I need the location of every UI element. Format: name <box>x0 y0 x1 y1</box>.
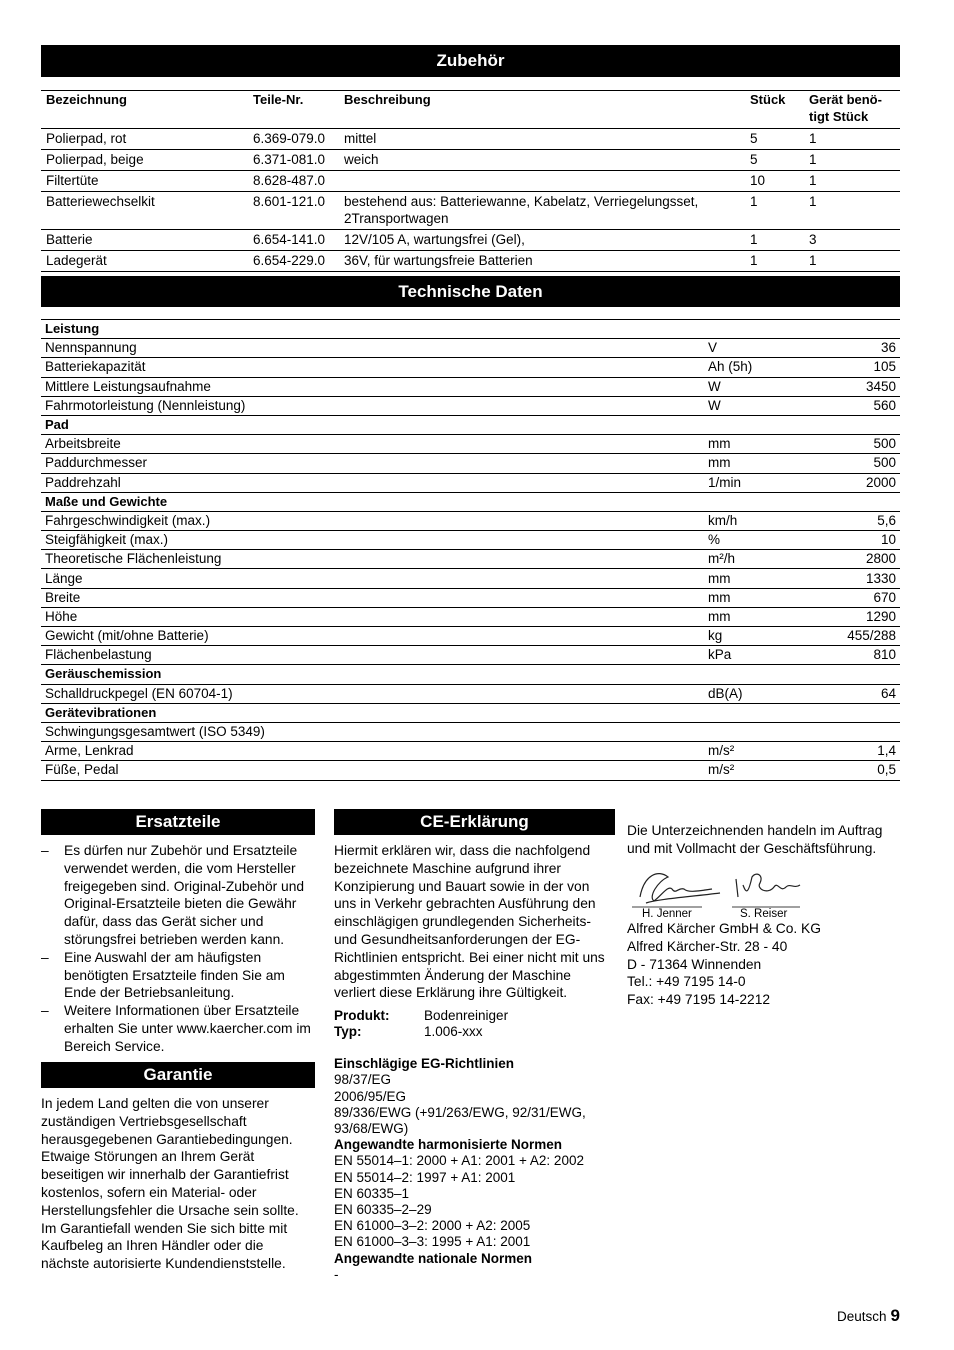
produkt-value: Bodenreiniger <box>424 1008 509 1024</box>
handwritten-signatures <box>628 867 808 919</box>
tech-unit: km/h <box>704 511 804 530</box>
table-cell: weich <box>339 150 745 171</box>
tech-unit <box>704 722 804 741</box>
tech-label: Fahrmotorleistung (Nennleistung) <box>41 396 704 415</box>
tech-value: 1290 <box>804 607 900 626</box>
accessories-table <box>41 90 900 272</box>
table-cell: 1 <box>804 251 900 272</box>
signature-intro: Die Unterzeichnenden handeln im Auftrag und mit Vollmacht der Geschäftsführung. <box>627 823 883 856</box>
ce-intro: Hiermit erklären wir, dass die nachfolgend bezeichnete Maschine aufgrund ihrer Konzipierung und Bauart sowie in der von uns in Verkehr gebrachten Ausführung den einschlägigen grundlegenden Sicherheits- und Gesundheitsanforderungen der EG-Richtlinien entspricht. Bei einer nicht mit uns abgestimmten Änderung der Maschine verliert diese Erklärung ihre Gültigkeit. <box>334 843 605 1001</box>
table-cell: 8.628-487.0 <box>248 171 339 192</box>
tech-row <box>41 511 900 530</box>
tech-section-row <box>41 415 900 434</box>
tech-section-row <box>41 703 900 722</box>
table-cell: Batterie <box>41 230 248 251</box>
tech-row <box>41 339 900 358</box>
harm-item: EN 60335–2–29 <box>334 1202 432 1217</box>
section-title-garantie: Garantie <box>41 1062 315 1088</box>
table-cell: 1 <box>804 150 900 171</box>
tech-section-heading: Maße und Gewichte <box>41 492 900 511</box>
section-title-ce: CE-Erklärung <box>334 809 615 835</box>
tech-label: Nennspannung <box>41 339 704 358</box>
table-row <box>41 230 900 251</box>
table-cell: 6.654-141.0 <box>248 230 339 251</box>
tech-unit: m/s² <box>704 761 804 780</box>
tech-label: Schalldruckpegel (EN 60704-1) <box>41 684 704 703</box>
tech-label: Theoretische Flächenleistung <box>41 550 704 569</box>
tech-section-row <box>41 320 900 339</box>
table-cell: Polierpad, rot <box>41 129 248 150</box>
tech-row <box>41 742 900 761</box>
tech-label: Steigfähigkeit (max.) <box>41 531 704 550</box>
accessories-header-row <box>41 91 900 129</box>
table-cell: 1 <box>804 171 900 192</box>
tech-row <box>41 550 900 569</box>
eg-item: 2006/95/EG <box>334 1088 407 1104</box>
list-item: – Eine Auswahl der am häufigsten benötigten Ersatzteile finden Sie am Ende der Betriebsanleitung. <box>41 949 315 1002</box>
harm-item: EN 55014–1: 2000 + A1: 2001 + A2: 2002 <box>334 1153 584 1169</box>
table-cell: Batteriewechselkit <box>41 192 248 230</box>
tech-unit: mm <box>704 569 804 588</box>
tech-label: Schwingungsgesamtwert (ISO 5349) <box>41 722 704 741</box>
tech-row <box>41 435 900 454</box>
tech-row <box>41 627 900 646</box>
list-item: – Weitere Informationen über Ersatzteile erhalten Sie unter www.kaercher.com im Bereich Service. <box>41 1002 315 1055</box>
address-line: D - 71364 Winnenden <box>627 956 762 972</box>
ce-block <box>334 842 615 1283</box>
table-cell: 8.601-121.0 <box>248 192 339 230</box>
company-address <box>627 920 901 1009</box>
tech-unit: mm <box>704 435 804 454</box>
tech-unit: Ah (5h) <box>704 358 804 377</box>
tech-label: Paddrehzahl <box>41 473 704 492</box>
tech-unit: 1/min <box>704 473 804 492</box>
tech-unit: mm <box>704 607 804 626</box>
eg-item: 98/37/EG <box>334 1072 392 1088</box>
produkt-label: Produkt: <box>334 1008 390 1024</box>
footer-language: Deutsch <box>837 1309 887 1324</box>
table-cell: 1 <box>745 251 804 272</box>
tech-value: 64 <box>804 684 900 703</box>
tech-data-table <box>41 319 900 781</box>
tech-value: 0,5 <box>804 761 900 780</box>
address-line: Alfred Kärcher-Str. 28 - 40 <box>627 938 788 954</box>
table-cell: 5 <box>745 129 804 150</box>
signatory-1: H. Jenner <box>642 908 692 919</box>
tech-unit: W <box>704 396 804 415</box>
table-row <box>41 129 900 150</box>
tech-value: 105 <box>804 358 900 377</box>
col-header-beschreibung: Beschreibung <box>339 91 745 129</box>
tech-value: 500 <box>804 435 900 454</box>
tech-unit: kg <box>704 627 804 646</box>
table-row <box>41 150 900 171</box>
table-cell: 6.371-081.0 <box>248 150 339 171</box>
tech-unit: % <box>704 531 804 550</box>
tech-value: 5,6 <box>804 511 900 530</box>
tech-unit: m/s² <box>704 742 804 761</box>
table-cell: bestehend aus: Batteriewanne, Kabelatz, Verriegelungsset, 2Transportwagen <box>339 192 745 230</box>
tech-value: 810 <box>804 646 900 665</box>
tech-unit: V <box>704 339 804 358</box>
tech-section-heading: Geräuschemission <box>41 665 900 684</box>
tech-unit: kPa <box>704 646 804 665</box>
table-cell: 12V/105 A, wartungsfrei (Gel), <box>339 230 745 251</box>
tech-value: 560 <box>804 396 900 415</box>
tech-section-row <box>41 665 900 684</box>
table-cell: 6.654-229.0 <box>248 251 339 272</box>
col-header-stueck: Stück <box>745 91 804 129</box>
tech-label: Paddurchmesser <box>41 454 704 473</box>
tech-value: 1,4 <box>804 742 900 761</box>
section-title-ersatzteile: Ersatzteile <box>41 809 315 835</box>
table-cell: 3 <box>804 230 900 251</box>
table-row <box>41 192 900 230</box>
tech-unit: mm <box>704 454 804 473</box>
tech-value: 3450 <box>804 377 900 396</box>
tech-value: 455/288 <box>804 627 900 646</box>
tech-row <box>41 396 900 415</box>
tech-row <box>41 569 900 588</box>
section-title-zubehoer: Zubehör <box>41 45 900 77</box>
tech-section-row <box>41 492 900 511</box>
tech-row <box>41 377 900 396</box>
tech-unit: mm <box>704 588 804 607</box>
table-cell: 1 <box>804 129 900 150</box>
address-line: Fax: +49 7195 14-2212 <box>627 992 771 1008</box>
table-cell: 36V, für wartungsfreie Batterien <box>339 251 745 272</box>
typ-value: 1.006-xxx <box>424 1024 483 1040</box>
table-row <box>41 171 900 192</box>
table-cell: Polierpad, beige <box>41 150 248 171</box>
nat-heading: Angewandte nationale Normen <box>334 1250 533 1266</box>
table-cell: Filtertüte <box>41 171 248 192</box>
tech-row <box>41 761 900 780</box>
harm-item: EN 61000–3–3: 1995 + A1: 2001 <box>334 1234 531 1250</box>
list-item: – Es dürfen nur Zubehör und Ersatzteile verwendet werden, die vom Hersteller freigegeben sind. Original-Zubehör und Original-Ersatzteile bieten die Gewähr dafür, dass das Gerät sicher und störungsfrei betrieben werden kann. <box>41 842 315 949</box>
table-cell <box>339 171 745 192</box>
table-cell: 1 <box>745 192 804 230</box>
table-cell: 1 <box>804 192 900 230</box>
tech-value: 670 <box>804 588 900 607</box>
tech-label: Arme, Lenkrad <box>41 742 704 761</box>
tech-section-heading: Gerätevibrationen <box>41 703 900 722</box>
tech-value: 2000 <box>804 473 900 492</box>
tech-value: 2800 <box>804 550 900 569</box>
ersatzteile-block <box>41 842 315 1056</box>
tech-value: 10 <box>804 531 900 550</box>
col-header-bezeichnung: Bezeichnung <box>41 91 248 129</box>
table-cell: 5 <box>745 150 804 171</box>
tech-row <box>41 358 900 377</box>
tech-label: Länge <box>41 569 704 588</box>
tech-section-heading: Pad <box>41 415 900 434</box>
tech-label: Höhe <box>41 607 704 626</box>
eg-item: 89/336/EWG (+91/263/EWG, 92/31/EWG, 93/68/EWG) <box>334 1104 586 1136</box>
table-cell: 6.369-079.0 <box>248 129 339 150</box>
tech-row <box>41 454 900 473</box>
tech-label: Fahrgeschwindigkeit (max.) <box>41 511 704 530</box>
tech-value <box>804 722 900 741</box>
tech-row <box>41 722 900 741</box>
typ-label: Typ: <box>334 1024 362 1040</box>
harm-item: EN 61000–3–2: 2000 + A2: 2005 <box>334 1218 531 1234</box>
tech-unit: m²/h <box>704 550 804 569</box>
page-number: 9 <box>890 1306 900 1325</box>
harm-heading: Angewandte harmonisierte Normen <box>334 1137 563 1153</box>
tech-row <box>41 531 900 550</box>
tech-label: Füße, Pedal <box>41 761 704 780</box>
page-footer <box>837 1306 900 1326</box>
tech-value: 500 <box>804 454 900 473</box>
tech-label: Arbeitsbreite <box>41 435 704 454</box>
tech-section-heading: Leistung <box>41 320 900 339</box>
nat-value: - <box>334 1266 339 1282</box>
tech-label: Breite <box>41 588 704 607</box>
table-cell: 1 <box>745 230 804 251</box>
signatory-2: S. Reiser <box>740 908 788 919</box>
eg-heading: Einschlägige EG-Richtlinien <box>334 1056 515 1072</box>
harm-item: EN 55014–2: 1997 + A1: 2001 <box>334 1169 516 1185</box>
col-header-geraet-stueck: Gerät benö- tigt Stück <box>804 91 900 129</box>
tech-row <box>41 607 900 626</box>
harm-item: EN 60335–1 <box>334 1185 410 1201</box>
address-line: Tel.: +49 7195 14-0 <box>627 974 746 990</box>
section-title-technische-daten: Technische Daten <box>41 276 900 307</box>
address-line: Alfred Kärcher GmbH & Co. KG <box>627 921 821 936</box>
tech-row <box>41 473 900 492</box>
tech-label: Gewicht (mit/ohne Batterie) <box>41 627 704 646</box>
ersatzteile-list <box>41 842 315 1056</box>
tech-value: 1330 <box>804 569 900 588</box>
tech-unit: dB(A) <box>704 684 804 703</box>
tech-row <box>41 588 900 607</box>
tech-row <box>41 684 900 703</box>
garantie-text: In jedem Land gelten die von unserer zuständigen Vertriebsgesellschaft herausgegebenen Garantiebedingungen. Etwaige Störungen an Ihrem Gerät beseitigen wir innerhalb der Garantiefrist kostenlos, sofern ein Material- oder Herstellungsfehler die Ursache sein sollte. Im Garantiefall wenden Sie sich bitte mit Kaufbeleg an Ihren Händler oder die nächste autorisierte Kundendienststelle. <box>41 1096 299 1272</box>
tech-value: 36 <box>804 339 900 358</box>
table-cell: Ladegerät <box>41 251 248 272</box>
col-header-teilenr: Teile-Nr. <box>248 91 339 129</box>
tech-label: Batteriekapazität <box>41 358 704 377</box>
table-cell: mittel <box>339 129 745 150</box>
tech-unit: W <box>704 377 804 396</box>
tech-row <box>41 646 900 665</box>
tech-label: Flächenbelastung <box>41 646 704 665</box>
table-row <box>41 251 900 272</box>
table-cell: 10 <box>745 171 804 192</box>
tech-label: Mittlere Leistungsaufnahme <box>41 377 704 396</box>
